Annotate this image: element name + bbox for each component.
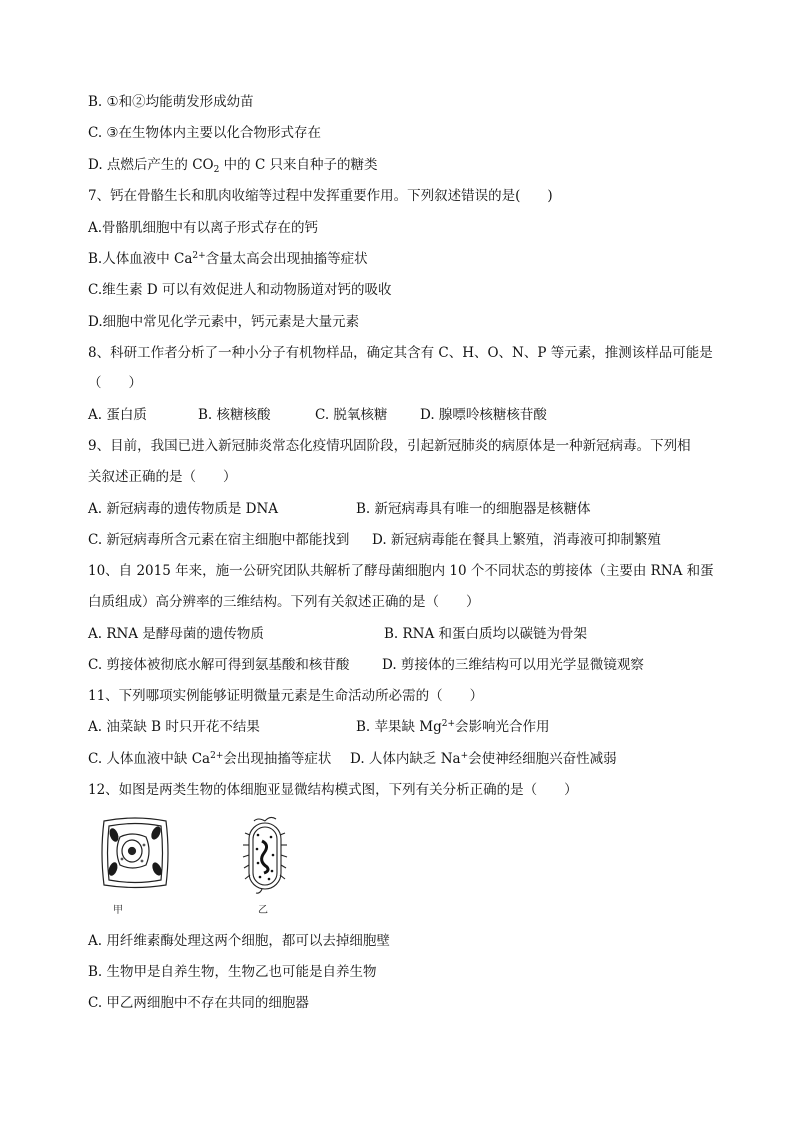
plant-cell-figure: [100, 815, 170, 890]
q8-option-a: A. 蛋白质: [88, 407, 147, 423]
q8-option-b: B. 核糖核酸: [198, 407, 271, 423]
q11-option-b: [356, 718, 550, 736]
figure-label-jia: 甲: [113, 905, 123, 916]
q7-option-b-text-post: 含量太高会出现抽搐等症状: [205, 251, 368, 267]
figure-label-yi: 乙: [258, 905, 268, 916]
q6-option-d-text-post: 中的 C 只来自种子的糖类: [219, 157, 378, 173]
q7-option-b-text-pre: B.人体血液中 Ca: [88, 251, 193, 267]
q7-option-d: D.细胞中常见化学元素中，钙元素是大量元素: [88, 314, 360, 330]
q11-option-b-text-post: 会影响光合作用: [455, 719, 550, 735]
q9-option-a: A. 新冠病毒的遗传物质是 DNA: [88, 501, 279, 517]
q9-stem-line1: 9、目前，我国已进入新冠肺炎常态化疫情巩固阶段，引起新冠肺炎的病原体是一种新冠病毒。下列相: [88, 438, 691, 454]
q10-option-c: C. 剪接体被彻底水解可得到氨基酸和核苷酸: [88, 657, 350, 673]
q11-option-d: [350, 750, 617, 768]
q8-stem-line1: 8、科研工作者分析了一种小分子有机物样品，确定其含有 C、H、O、N、P 等元素，推测该样品可能是: [88, 345, 713, 361]
q6-option-d-subscript: 2: [213, 165, 220, 175]
q9-option-c: C. 新冠病毒所含元素在宿主细胞中都能找到: [88, 532, 350, 548]
q10-option-b: B. RNA 和蛋白质均以碳链为骨架: [384, 626, 588, 642]
q11-option-b-superscript: 2+: [441, 719, 456, 729]
q10-stem-line2: 白质组成）高分辨率的三维结构。下列有关叙述正确的是（ ）: [88, 594, 480, 610]
q8-option-d: D. 腺嘌呤核糖核苷酸: [420, 407, 547, 423]
q11-option-d-superscript: +: [460, 751, 469, 761]
q11-stem: 11、下列哪项实例能够证明微量元素是生命活动所必需的（ ）: [88, 688, 484, 704]
q6-option-d: [88, 156, 378, 174]
q11-option-c-superscript: 2+: [210, 751, 224, 761]
q12-option-b: B. 生物甲是自养生物，生物乙也可能是自养生物: [88, 964, 377, 980]
q8-stem-line2: （ ）: [88, 375, 142, 391]
q8-option-c: C. 脱氧核糖: [315, 407, 388, 423]
q12-option-a: A. 用纤维素酶处理这两个细胞，都可以去掉细胞壁: [88, 933, 390, 949]
q6-option-d-text-pre: D. 点燃后产生的 CO: [88, 157, 214, 173]
q9-stem-line2: 关叙述正确的是（ ）: [88, 469, 237, 485]
q9-option-d: D. 新冠病毒能在餐具上繁殖，消毒液可抑制繁殖: [372, 532, 661, 548]
q12-stem: 12、如图是两类生物的体细胞亚显微结构模式图，下列有关分析正确的是（ ）: [88, 782, 578, 798]
q10-stem-line1: 10、自 2015 年来，施一公研究团队共解析了酵母菌细胞内 10 个不同状态的剪接体（主要由 RNA 和蛋: [88, 563, 714, 579]
q10-option-d: D. 剪接体的三维结构可以用光学显微镜观察: [382, 657, 644, 673]
q12-option-c: C. 甲乙两细胞中不存在共同的细胞器: [88, 995, 309, 1011]
q11-option-a: A. 油菜缺 B 时只开花不结果: [88, 719, 260, 735]
q11-option-c: [88, 750, 331, 768]
q11-option-d-text-post: 会使神经细胞兴奋性减弱: [468, 751, 617, 767]
q7-option-b: [88, 250, 368, 268]
q7-stem: 7、钙在骨骼生长和肌肉收缩等过程中发挥重要作用。下列叙述错误的是( ): [88, 188, 553, 204]
bacterium-figure: [240, 815, 290, 895]
q11-option-c-text-pre: C. 人体血液中缺 Ca: [88, 751, 211, 767]
q6-option-b: B. ①和②均能萌发形成幼苗: [88, 94, 254, 110]
q11-option-d-text-pre: D. 人体内缺乏 Na: [350, 751, 461, 767]
q9-option-b: B. 新冠病毒具有唯一的细胞器是核糖体: [356, 501, 591, 517]
q6-option-c: C. ③在生物体内主要以化合物形式存在: [88, 125, 322, 141]
q10-option-a: A. RNA 是酵母菌的遗传物质: [88, 626, 264, 642]
q11-option-c-text-post: 会出现抽搐等症状: [223, 751, 332, 767]
q7-option-c: C.维生素 D 可以有效促进人和动物肠道对钙的吸收: [88, 282, 392, 298]
q11-option-b-text-pre: B. 苹果缺 Mg: [356, 719, 442, 735]
q7-option-a: A.骨骼肌细胞中有以离子形式存在的钙: [88, 220, 319, 236]
q7-option-b-superscript: 2+: [192, 251, 206, 261]
